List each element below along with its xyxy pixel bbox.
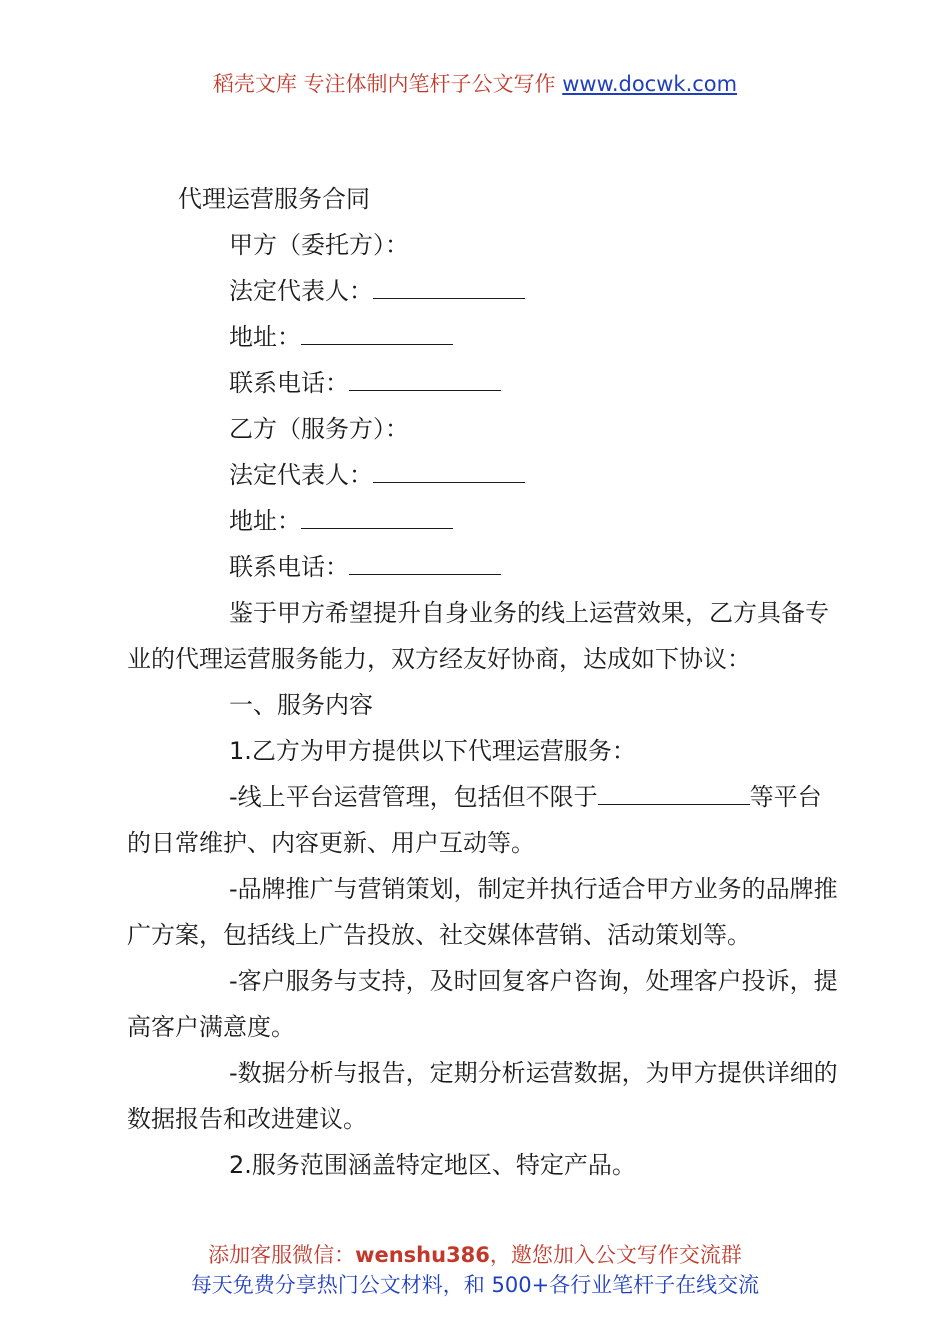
party-b-representative-line [127, 452, 842, 498]
bullet-text: -线上平台运营管理，包括但不限于 [229, 783, 598, 811]
document-title: 代理运营服务合同 [178, 185, 370, 213]
section-heading: 一、服务内容 [229, 691, 373, 719]
preamble-paragraph: 鉴于甲方希望提升自身业务的线上运营效果，乙方具备专业的代理运营服务能力，双方经友好协商，达成如下协议： [127, 599, 829, 673]
footer-suffix: ，邀您加入公文写作交流群 [489, 1243, 742, 1267]
footer-promo-line: 每天免费分享热门公文材料，和 500+各行业笔杆子在线交流 [190, 1273, 760, 1297]
party-b-phone-blank [349, 544, 501, 575]
page-header [0, 70, 950, 98]
party-a-representative-line [127, 268, 842, 314]
party-b-addr-label: 地址： [229, 507, 301, 535]
party-b-addr-blank [301, 498, 453, 529]
footer-prefix: 添加客服微信： [208, 1243, 356, 1267]
party-a-addr-blank [301, 314, 453, 345]
contract-body [127, 176, 842, 1188]
party-b-rep-blank [373, 452, 525, 483]
clause-item: 1.乙方为甲方提供以下代理运营服务： [229, 737, 636, 765]
party-b-rep-label: 法定代表人： [229, 461, 373, 489]
party-a-rep-blank [373, 268, 525, 299]
party-b-address-line [127, 498, 842, 544]
party-a-phone-blank [349, 360, 501, 391]
party-b-phone-line [127, 544, 842, 590]
party-b-heading: 乙方（服务方）： [229, 415, 409, 443]
platform-blank [598, 774, 750, 805]
party-a-phone-line [127, 360, 842, 406]
service-bullet: -数据分析与报告，定期分析运营数据，为甲方提供详细的数据报告和改进建议。 [127, 1059, 838, 1133]
service-bullet: -品牌推广与营销策划，制定并执行适合甲方业务的品牌推广方案，包括线上广告投放、社交媒体营销、活动策划等。 [127, 875, 838, 949]
party-a-address-line [127, 314, 842, 360]
clause-item: 2.服务范围涵盖特定地区、特定产品。 [229, 1151, 636, 1179]
page-footer [0, 1240, 950, 1300]
party-a-heading: 甲方（委托方）： [229, 231, 409, 259]
service-bullet: -客户服务与支持，及时回复客户咨询，处理客户投诉，提高客户满意度。 [127, 967, 838, 1041]
wechat-id: wenshu386 [355, 1243, 490, 1267]
party-a-rep-label: 法定代表人： [229, 277, 373, 305]
brand-text: 稻壳文库 专注体制内笔杆子公文写作 [212, 72, 563, 96]
footer-wechat-line [0, 1240, 950, 1270]
website-link[interactable]: www.docwk.com [562, 72, 738, 96]
bullet-text: 等平台的日常维护、内容更新、用户互动等。 [127, 783, 822, 857]
service-bullet [127, 774, 842, 866]
party-a-addr-label: 地址： [229, 323, 301, 351]
party-a-phone-label: 联系电话： [229, 369, 349, 397]
party-b-phone-label: 联系电话： [229, 553, 349, 581]
